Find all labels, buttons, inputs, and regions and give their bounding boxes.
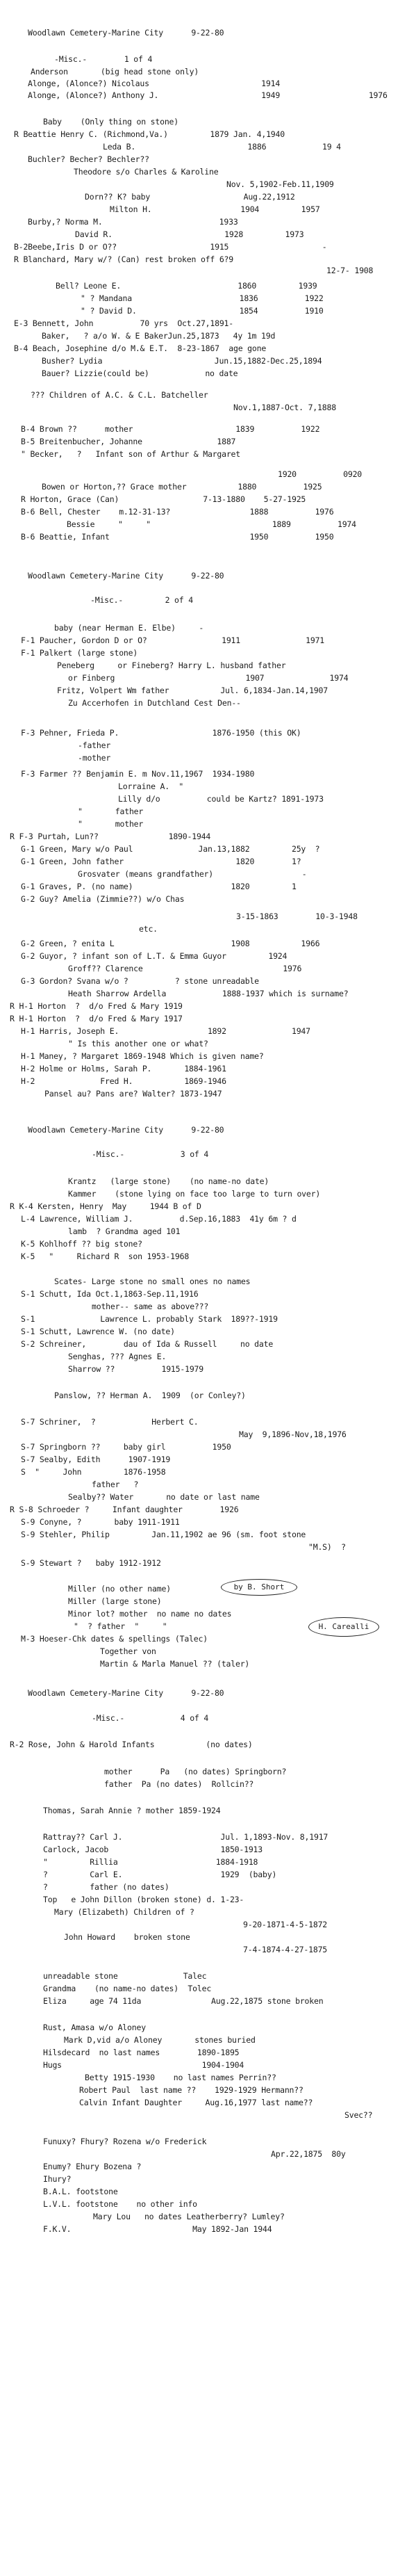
record-line: H-1 Harris, Joseph E. 1892 1947 — [21, 1026, 310, 1036]
record-line: R S-8 Schroeder ? Infant daughter 1926 — [10, 1505, 239, 1514]
record-line: ? father (no dates) — [43, 1882, 169, 1892]
record-line: R-2 Rose, John & Harold Infants (no dates) — [10, 1740, 253, 1749]
record-line: B-6 Beattie, Infant 1950 1950 — [21, 532, 334, 542]
record-line: S-9 Stewart ? baby 1912-1912 — [21, 1558, 161, 1568]
record-line: Alonge, (Alonce?) Nicolaus 1914 — [28, 79, 281, 88]
record-line: Peneberg or Fineberg? Harry L. husband father — [57, 661, 286, 670]
record-line: 9-20-1871-4-5-1872 — [243, 1920, 328, 1929]
record-line: mother Pa (no dates) Springborn? — [104, 1767, 287, 1776]
record-line: L-4 Lawrence, William J. d.Sep.16,1883 41y 6m ? d — [21, 1214, 297, 1224]
record-line: B-5 Breitenbucher, Johanne 1887 — [21, 437, 236, 446]
record-line: E-3 Bennett, John 70 yrs Oct.27,1891- — [14, 318, 234, 328]
record-line: R Blanchard, Mary w/? (Can) rest broken off 6?9 — [14, 254, 234, 264]
record-line: Thomas, Sarah Annie ? mother 1859-1924 — [43, 1806, 221, 1815]
record-line: Together von — [100, 1646, 156, 1656]
record-line: Eliza age 74 11da Aug.22,1875 stone broken — [43, 1996, 324, 2006]
record-line: " ? Mandana 1836 1922 — [81, 293, 324, 303]
record-line: Kammer (stone lying on face too large to turn over) — [68, 1189, 321, 1199]
record-line: 1920 0920 — [278, 469, 363, 479]
record-line: Mary Lou no dates Leatherberry? Lumley? — [93, 2212, 285, 2221]
record-line: G-1 Green, Mary w/o Paul Jan.13,1882 25y ? — [21, 844, 320, 854]
record-line: K-5 Kohlhoff ?? big stone? — [21, 1239, 142, 1249]
record-line: -Misc.- 3 of 4 — [92, 1149, 209, 1159]
record-line: Heath Sharrow Ardella 1888-1937 which is surname? — [68, 989, 349, 998]
record-line: Lilly d/o could be Kartz? 1891-1973 — [118, 794, 324, 804]
record-line: R Beattie Henry C. (Richmond,Va.) 1879 Jan. 4,1940 — [14, 129, 285, 139]
record-line: mother-- same as above??? — [92, 1302, 209, 1311]
record-line: L.V.L. footstone no other info — [43, 2199, 197, 2209]
record-line: Martin & Marla Manuel ?? (taler) — [100, 1659, 250, 1669]
record-line: -Misc.- 2 of 4 — [90, 595, 193, 605]
record-line: " ? David D. 1854 1910 — [81, 306, 324, 316]
record-line: Top e John Dillon (broken stone) d. 1-23- — [43, 1895, 244, 1904]
record-line: G-2 Guy? Amelia (Zimmie??) w/o Chas — [21, 894, 185, 904]
record-line: "M.S) ? — [308, 1542, 346, 1552]
record-line: ? Carl E. 1929 (baby) — [43, 1870, 277, 1879]
record-line: Baker, ? a/o W. & E BakerJun.25,1873 4y 1m 19d — [42, 331, 276, 341]
record-line: " Becker, ? Infant son of Arthur & Margaret — [21, 449, 241, 459]
record-line: Sealby?? Water no date or last name — [68, 1492, 260, 1502]
record-line: H-1 Maney, ? Margaret 1869-1948 Which is given name? — [21, 1051, 264, 1061]
record-line: May 9,1896-Nov,18,1976 — [239, 1429, 347, 1439]
record-line: Hugs 1904-1904 — [43, 2060, 244, 2070]
record-line: R F-3 Purtah, Lun?? 1890-1944 — [10, 832, 211, 841]
record-line: Calvin Infant Daughter Aug.16,1977 last name?? — [79, 2098, 313, 2107]
record-line: -father — [78, 740, 111, 750]
record-line: Anderson (big head stone only) — [31, 67, 199, 76]
record-line: Funuxy? Fhury? Rozena w/o Frederick — [43, 2137, 207, 2146]
record-line: Grosvater (means grandfather) - — [78, 869, 307, 879]
record-line: B-4 Brown ?? mother 1839 1922 — [21, 424, 320, 434]
record-line: Woodlawn Cemetery-Marine City 9-22-80 — [28, 1125, 224, 1135]
record-line: Zu Accerhofen in Dutchland Cest Den-- — [68, 698, 241, 708]
record-line: H-2 Holme or Holms, Sarah P. 1884-1961 — [21, 1064, 226, 1074]
record-line: Enumy? Ehury Bozena ? — [43, 2162, 142, 2171]
record-line: G-2 Green, ? enita L 1908 1966 — [21, 939, 320, 948]
record-line: B-6 Bell, Chester m.12-31-13? 1888 1976 — [21, 507, 334, 517]
record-line: B-4 Beach, Josephine d/o M.& E.T. 8-23-1867 age gone — [14, 343, 267, 353]
record-line: -Misc.- 1 of 4 — [54, 54, 153, 64]
record-line: Alonge, (Alonce?) Anthony J. 1949 1976 — [28, 90, 388, 100]
record-line: Groff?? Clarence 1976 — [68, 964, 302, 973]
record-line: Miller (no other name) — [68, 1584, 171, 1594]
record-line: Robert Paul last name ?? 1929-1929 Hermann?? — [79, 2085, 303, 2095]
record-line: Burby,? Norma M. 1933 — [28, 217, 238, 227]
record-line: B-2Beebe,Iris D or O?? 1915 - — [14, 242, 327, 252]
record-line: unreadable stone Talec — [43, 1971, 207, 1981]
record-line: Grandma (no name-no dates) Tolec — [43, 1984, 212, 1993]
record-line: Woodlawn Cemetery-Marine City 9-22-80 — [28, 28, 224, 38]
record-line: Miller (large stone) — [68, 1596, 162, 1606]
record-line: Buchler? Becher? Bechler?? — [28, 154, 149, 164]
record-line: Mary (Elizabeth) Children of ? — [54, 1907, 194, 1917]
record-line: M-3 Hoeser-Chk dates & spellings (Talec) — [21, 1634, 208, 1644]
record-line: Rattray?? Carl J. Jul. 1,1893-Nov. 8,1917 — [43, 1832, 328, 1842]
record-line: Panslow, ?? Herman A. 1909 (or Conley?) — [54, 1391, 246, 1400]
record-line: S-9 Stehler, Philip Jan.11,1902 ae 96 (sm. foot stone — [21, 1530, 306, 1539]
record-line: F.K.V. May 1892-Jan 1944 — [43, 2224, 272, 2234]
record-line: " ? father " " — [74, 1621, 167, 1631]
record-line: baby (near Herman E. Elbe) - — [54, 623, 204, 633]
record-line: Nov.1,1887-Oct. 7,1888 — [233, 403, 336, 412]
record-line: K-5 " Richard R son 1953-1968 — [21, 1251, 190, 1261]
record-line: -Misc.- 4 of 4 — [92, 1713, 209, 1723]
record-line: Bell? Leone E. 1860 1939 — [56, 281, 317, 291]
record-line: G-1 Green, John father 1820 1? — [21, 857, 301, 866]
record-line: " Rillia 1884-1918 — [43, 1857, 258, 1867]
record-line: " father — [78, 807, 144, 816]
record-line: Sharrow ?? 1915-1979 — [68, 1364, 203, 1374]
record-line: F-3 Pehner, Frieda P. 1876-1950 (this OK) — [21, 728, 301, 738]
record-line: Milton H. 1904 1957 — [110, 204, 320, 214]
record-line: S-1 Schutt, Lawrence W. (no date) — [21, 1327, 175, 1336]
record-line: F-1 Palkert (large stone) — [21, 648, 138, 658]
record-line: Fritz, Volpert Wm father Jul. 6,1834-Jan.14,1907 — [57, 686, 328, 695]
record-line: Bowen or Horton,?? Grace mother 1880 1925 — [42, 482, 322, 492]
record-line: G-2 Guyor, ? infant son of L.T. & Emma Guyor 1924 — [21, 951, 288, 961]
record-line: Pansel au? Pans are? Walter? 1873-1947 — [44, 1089, 222, 1099]
record-line: Scates- Large stone no small ones no names — [54, 1277, 251, 1286]
record-line: B.A.L. footstone — [43, 2187, 118, 2196]
record-line: S-7 Sealby, Edith 1907-1919 — [21, 1455, 171, 1464]
record-line: Ihury? — [43, 2174, 72, 2184]
record-line: Krantz (large stone) (no name-no date) — [68, 1176, 269, 1186]
record-line: Woodlawn Cemetery-Marine City 9-22-80 — [28, 571, 224, 581]
record-line: 7-4-1874-4-27-1875 — [243, 1945, 328, 1954]
record-line: 12-7- 1908 — [326, 266, 374, 275]
record-line: Rust, Amasa w/o Aloney — [43, 2023, 146, 2032]
record-line: lamb ? Grandma aged 101 — [68, 1226, 181, 1236]
record-line: David R. 1928 1973 — [75, 229, 304, 239]
record-line: S-7 Schriner, ? Herbert C. — [21, 1417, 199, 1427]
circled-handwritten-note: by B. Short — [221, 1579, 297, 1596]
record-line: " mother — [78, 819, 144, 829]
record-line: R Horton, Grace (Can) 7-13-1880 5-27-1925 — [21, 494, 306, 504]
record-line: G-3 Gordon? Svana w/o ? ? stone unreadable — [21, 976, 259, 986]
record-line: etc. — [139, 924, 158, 934]
record-line: Woodlawn Cemetery-Marine City 9-22-80 — [28, 1688, 224, 1698]
record-line: F-1 Paucher, Gordon D or O? 1911 1971 — [21, 635, 325, 645]
record-line: Mark D,vid a/o Aloney stones buried — [64, 2035, 256, 2045]
record-line: S-1 Lawrence L. probably Stark 189??-1919 — [21, 1314, 278, 1324]
record-line: Lorraine A. " — [118, 781, 184, 791]
record-line: R K-4 Kersten, Henry May 1944 B of D — [10, 1201, 201, 1211]
record-line: S " John 1876-1958 — [21, 1467, 166, 1477]
record-line: R H-1 Horton ? d/o Fred & Mary 1917 — [10, 1014, 183, 1023]
record-line: Hilsdecard no last names 1890-1895 — [43, 2048, 240, 2057]
record-line: or Finberg 1907 1974 — [68, 673, 349, 683]
record-line: Bessie " " 1889 1974 — [67, 519, 356, 529]
record-line: father Pa (no dates) Rollcin?? — [104, 1779, 254, 1789]
record-line: G-1 Graves, P. (no name) 1820 1 — [21, 882, 297, 891]
record-line: father ? — [92, 1480, 139, 1489]
record-line: Baby (Only thing on stone) — [43, 117, 178, 127]
record-line: S-7 Springborn ?? baby girl 1950 — [21, 1442, 231, 1452]
record-line: Dorn?? K? baby Aug.22,1912 — [85, 192, 295, 202]
record-line: Senghas, ??? Agnes E. — [68, 1352, 167, 1361]
record-line: Betty 1915-1930 no last names Perrin?? — [85, 2073, 276, 2082]
record-line: Busher? Lydia Jun.15,1882-Dec.25,1894 — [42, 356, 322, 366]
circled-handwritten-note: H. Carealli — [308, 1617, 379, 1637]
record-line: Theodore s/o Charles & Karoline — [74, 167, 219, 177]
record-line: Minor lot? mother no name no dates — [68, 1609, 232, 1619]
record-line: R H-1 Horton ? d/o Fred & Mary 1919 — [10, 1001, 183, 1011]
record-line: Nov. 5,1902-Feb.11,1909 — [226, 179, 334, 189]
record-line: S-2 Schreiner, dau of Ida & Russell no date — [21, 1339, 274, 1349]
record-line: 3-15-1863 10-3-1948 — [236, 912, 358, 921]
record-line: John Howard broken stone — [64, 1932, 190, 1942]
record-line: Leda B. 1886 19 4 — [103, 142, 341, 152]
record-line: Svec?? — [344, 2110, 373, 2120]
record-line: F-3 Farmer ?? Benjamin E. m Nov.11,1967 1934-1980 — [21, 769, 255, 779]
record-line: -mother — [78, 753, 111, 763]
record-line: Apr.22,1875 80y — [271, 2149, 346, 2159]
record-line: ??? Children of A.C. & C.L. Batcheller — [31, 390, 208, 400]
record-line: S-9 Conyne, ? baby 1911-1911 — [21, 1517, 180, 1527]
record-line: " Is this another one or what? — [68, 1039, 208, 1048]
record-line: Carlock, Jacob 1850-1913 — [43, 1845, 263, 1854]
record-line: Bauer? Lizzie(could be) no date — [42, 368, 238, 378]
record-line: S-1 Schutt, Ida Oct.1,1863-Sep.11,1916 — [21, 1289, 199, 1299]
record-line: H-2 Fred H. 1869-1946 — [21, 1076, 226, 1086]
